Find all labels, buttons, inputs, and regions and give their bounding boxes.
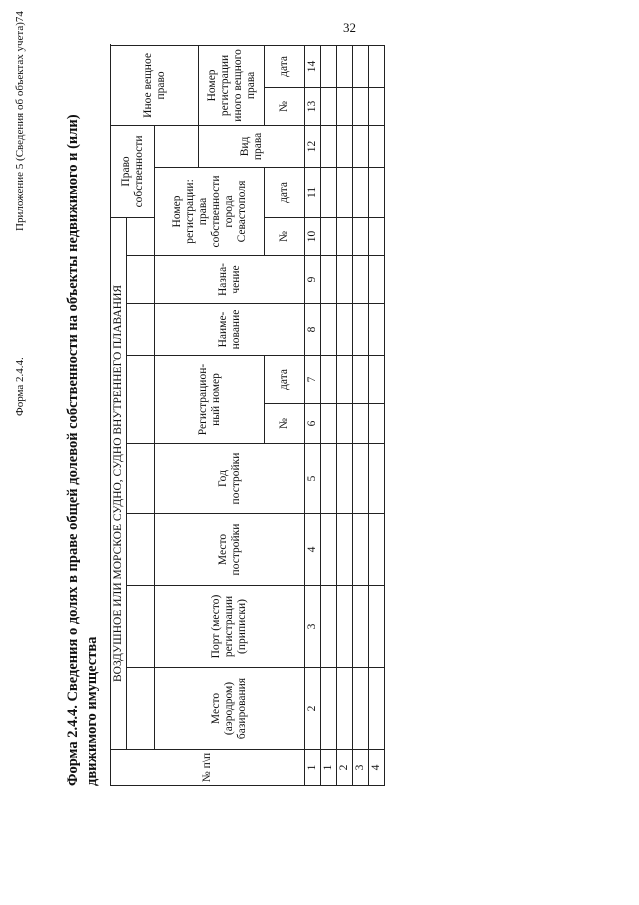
header-build-place-top	[127, 514, 155, 586]
table-row	[369, 45, 385, 785]
header-ownership: Право собственности	[111, 125, 155, 217]
col-num-9: 9	[305, 256, 321, 304]
table-row	[353, 45, 369, 785]
col-num-2: 2	[305, 668, 321, 750]
col-num-11: 11	[305, 167, 321, 217]
header-right-type: Вид права	[199, 125, 305, 167]
col-num-6: 6	[305, 404, 321, 444]
header-build-year: Год постройки	[155, 444, 305, 514]
header-purpose: Назна-чение	[155, 256, 305, 304]
header-reg-number: Регистрацион-ный номер	[155, 356, 265, 444]
header-base-location: Место (аэродром) базирования	[155, 668, 305, 750]
table-row	[337, 45, 353, 785]
col-num-4: 4	[305, 514, 321, 586]
header-build-year-top	[127, 444, 155, 514]
col-num-1: 1	[305, 750, 321, 786]
col-num-10: 10	[305, 217, 321, 255]
col-num-3: 3	[305, 586, 321, 668]
header-other-no: №	[265, 87, 305, 125]
col-num-8: 8	[305, 304, 321, 356]
col-num-12: 12	[305, 125, 321, 167]
header-other-reg: Номер регистрации иного вещного права	[199, 45, 265, 125]
header-ownership-reg: Номер регистрации: права собственности города Севастополя	[155, 167, 265, 255]
header-other-right: Иное вещное право	[111, 45, 199, 125]
row-index: 1	[321, 750, 337, 786]
header-name-top	[127, 304, 155, 356]
col-num-13: 13	[305, 87, 321, 125]
header-own-no: №	[265, 217, 305, 255]
appendix-label: Приложение 5 (Сведения об объектах учета)74	[14, 11, 26, 231]
header-build-place: Место постройки	[155, 514, 305, 586]
column-number-row	[305, 45, 321, 785]
header-reg-no: №	[265, 404, 305, 444]
header-name: Наиме-нование	[155, 304, 305, 356]
section-title: ВОЗДУШНОЕ ИЛИ МОРСКОЕ СУДНО, СУДНО ВНУТРЕННЕГО ПЛАВАНИЯ	[111, 217, 127, 749]
header-other-date: дата	[265, 45, 305, 87]
row-index: 3	[353, 750, 369, 786]
form-label: Форма 2.4.4.	[14, 357, 26, 416]
header-reg-date: дата	[265, 356, 305, 404]
header-port-top	[127, 586, 155, 668]
header-own-date: дата	[265, 167, 305, 217]
col-num-5: 5	[305, 444, 321, 514]
header-reg-top	[127, 356, 155, 444]
header-index: № п\п	[111, 750, 305, 786]
row-index: 4	[369, 750, 385, 786]
col-num-14: 14	[305, 45, 321, 87]
page-number: 32	[343, 20, 356, 35]
row-index: 2	[337, 750, 353, 786]
form-table	[110, 45, 385, 786]
table-row	[321, 45, 337, 785]
form-title: Форма 2.4.4. Сведения о долях в праве общей долевой собственности на объекты недвижимого и (или) движимого имущества	[65, 114, 100, 786]
header-base-location-top	[127, 668, 155, 750]
header-port: Порт (место) регистрации (приписки)	[155, 586, 305, 668]
col-num-7: 7	[305, 356, 321, 404]
header-purpose-top	[127, 256, 155, 304]
